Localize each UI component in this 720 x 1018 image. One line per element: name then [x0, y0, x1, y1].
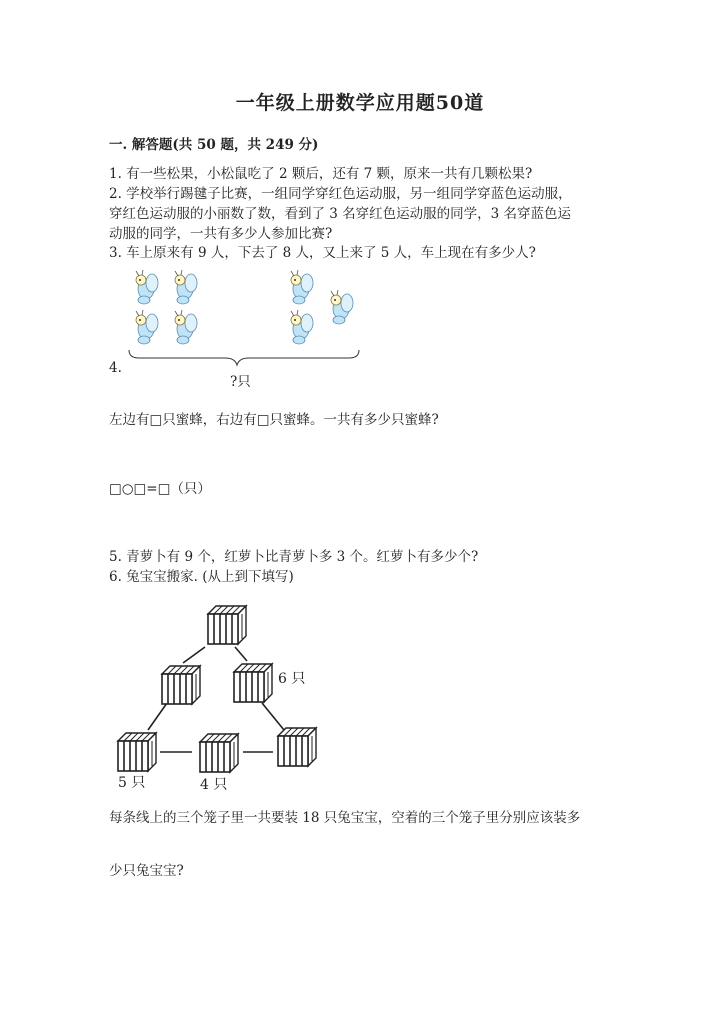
brace-label: ?只 [230, 374, 251, 390]
cage-icon [208, 606, 246, 644]
bee-icon [136, 310, 158, 344]
question-4-answer-template: □○□=□（只） [109, 481, 211, 497]
cage-label-right: 6 只 [278, 671, 306, 687]
bee-icon [291, 270, 313, 304]
cage-icon [200, 734, 238, 772]
question-4-number: 4. [109, 360, 122, 376]
question-2-line-3: 动服的同学，一共有多少人参加比赛? [109, 226, 333, 242]
cage-icon [234, 664, 272, 702]
bee-icon [175, 310, 197, 344]
bee-icon [175, 270, 197, 304]
question-6-text-1: 每条线上的三个笼子里一共要装 18 只兔宝宝，空着的三个笼子里分别应该装多 [109, 810, 581, 826]
question-2-line-2: 穿红色运动服的小丽数了数，看到了 3 名穿红色运动服的同学，3 名穿蓝色运 [109, 206, 572, 222]
page-title: 一年级上册数学应用题50道 [235, 92, 485, 114]
question-3: 3. 车上原来有 9 人，下去了 8 人，又上来了 5 人，车上现在有多少人? [109, 245, 536, 261]
brace [129, 350, 359, 365]
bee-icon [291, 310, 313, 344]
cage-label-bottom-left: 5 只 [118, 775, 146, 791]
cage-icon [278, 728, 316, 766]
bee-icon [331, 290, 353, 324]
question-6-intro: 6. 兔宝宝搬家. (从上到下填写) [109, 569, 294, 585]
section-heading: 一. 解答题(共 50 题，共 249 分) [109, 137, 319, 153]
cage-icon [162, 666, 200, 704]
question-2-line-1: 2. 学校举行踢毽子比赛，一组同学穿红色运动服，另一组同学穿蓝色运动服， [109, 186, 572, 202]
question-5: 5. 青萝卜有 9 个，红萝卜比青萝卜多 3 个。红萝卜有多少个? [109, 549, 479, 565]
cage-icon [118, 733, 156, 771]
cage-label-bottom-mid: 4 只 [200, 777, 228, 793]
bee-icon [136, 270, 158, 304]
question-4-text: 左边有□只蜜蜂，右边有□只蜜蜂。一共有多少只蜜蜂? [109, 412, 439, 428]
cage-figure [110, 600, 340, 800]
question-1: 1. 有一些松果，小松鼠吃了 2 颗后，还有 7 颗，原来一共有几颗松果? [109, 166, 533, 182]
question-6-text-2: 少只兔宝宝? [109, 863, 184, 879]
